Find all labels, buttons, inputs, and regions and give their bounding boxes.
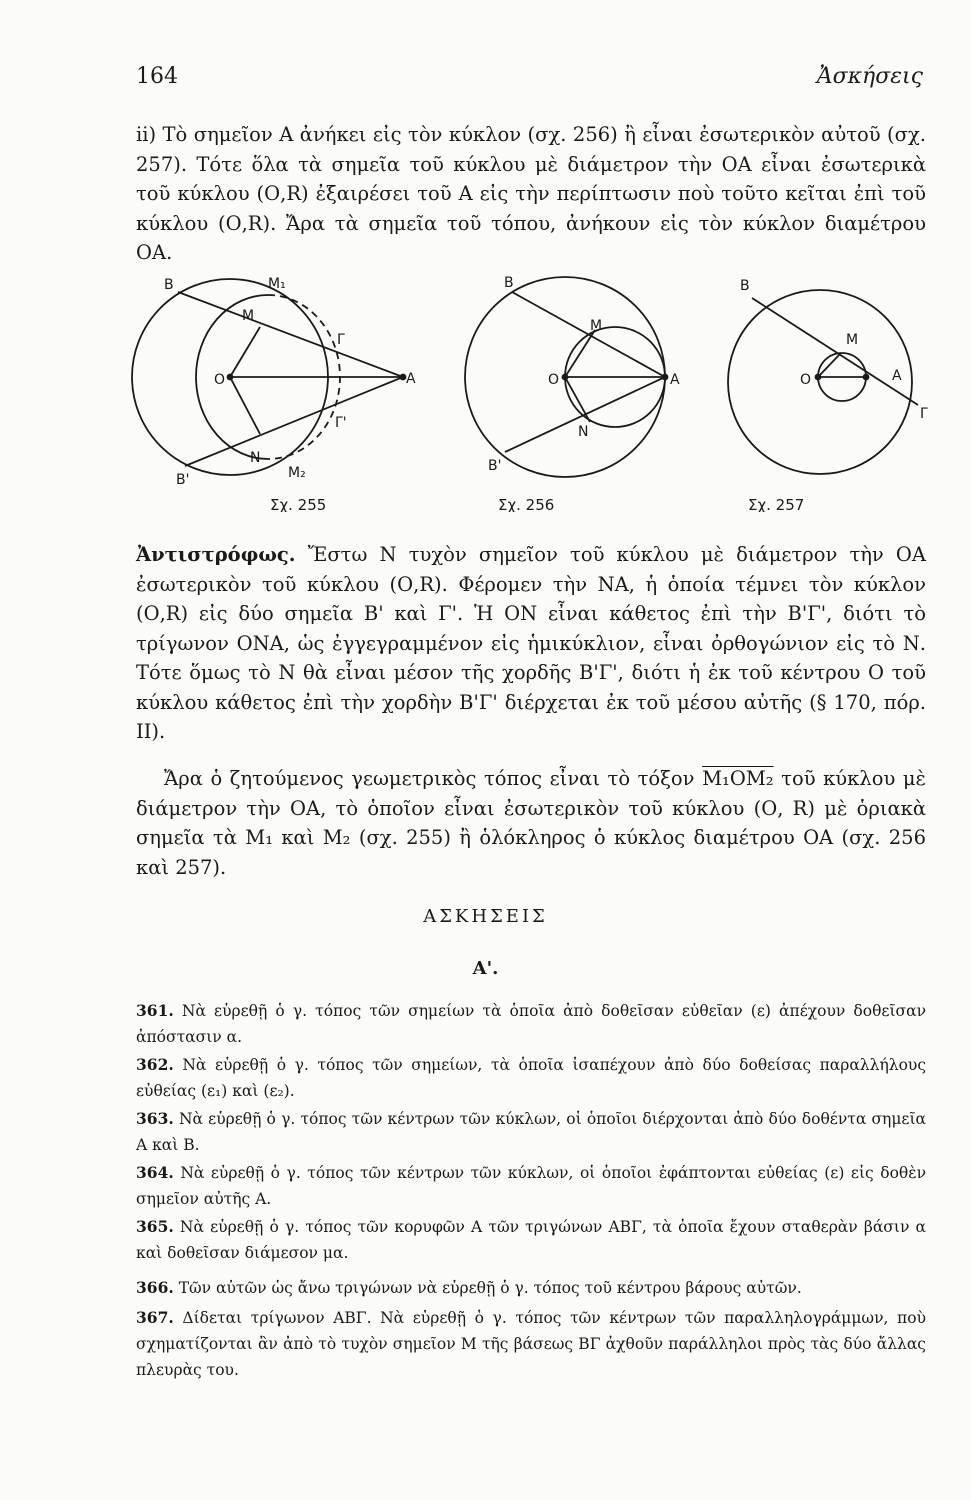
fig255-secant-B2A [185, 377, 403, 466]
fig255-segment-OM [230, 327, 260, 377]
exercise-361 [136, 998, 926, 1050]
figure-256 [465, 277, 668, 477]
exercise-number: 361. [136, 1001, 174, 1020]
figure-255 [132, 279, 406, 475]
exercises-heading: ΑΣΚΗΣΕΙΣ [423, 906, 548, 927]
exercise-number: 365. [136, 1217, 174, 1236]
fig257-point-O [816, 375, 821, 380]
exercise-text: Δίδεται τρίγωνον ΑΒΓ. Νὰ εὑρεθῇ ὁ γ. τόπος τῶν κέντρων τῶν παραλληλογράμμων, ποὺ σχηματίζονται ἂν ἀπὸ τὸ τυχὸν σημεῖον Μ τῆς βάσεως ΒΓ ἀχθοῦν παράλληλοι πρὸς τὰς δύο ἄλλας πλευρὰς του. [136, 1309, 926, 1379]
fig257-circle-O [728, 290, 912, 474]
exercise-text: Τῶν αὐτῶν ὡς ἄνω τριγώνων νὰ εὑρεθῇ ὁ γ. τόπος τοῦ κέντρου βάρους αὐτῶν. [173, 1279, 802, 1297]
exercise-number: 362. [136, 1055, 174, 1074]
fig256-label-B: B [504, 275, 514, 291]
fig257-chord-BG [752, 298, 918, 405]
exercise-number: 366. [136, 1278, 174, 1297]
fig257-label-M: M [846, 332, 859, 348]
fig255-label-G2: Γ' [335, 415, 347, 431]
exercise-text: Νὰ εὑρεθῇ ὁ γ. τόπος τῶν σημείων, τὰ ὁποῖα ἰσαπέχουν ἀπὸ δύο δοθείσας παραλλήλους εὐθείας (ε₁) καὶ (ε₂). [136, 1056, 926, 1100]
fig255-label-O: O [214, 372, 226, 388]
conclusion-arc: M₁OM₂ [702, 767, 774, 790]
exercise-number: 367. [136, 1308, 174, 1327]
fig255-label-M: M [242, 308, 255, 324]
fig255-label-N: N [250, 450, 261, 466]
figures-svg [120, 272, 940, 512]
fig257-point-A [864, 375, 869, 380]
fig256-caption: Σχ. 256 [498, 496, 555, 512]
exercise-362 [136, 1052, 926, 1104]
exercise-366 [136, 1275, 926, 1301]
exercise-number: 363. [136, 1109, 174, 1128]
fig257-label-A: A [892, 368, 902, 384]
fig257-caption: Σχ. 257 [748, 496, 805, 512]
exercise-text: Νὰ εὑρεθῇ ὁ γ. τόπος τῶν κέντρων τῶν κύκλων, οἱ ὁποῖοι ἐφάπτονται εὐθείας (ε) εἰς δοθὲν σημεῖον αὐτῆς Α. [136, 1164, 926, 1208]
exercise-364 [136, 1160, 926, 1212]
fig256-label-B2: B' [488, 458, 502, 474]
fig257-label-G: Γ [920, 406, 928, 422]
exercise-number: 364. [136, 1163, 174, 1182]
exercise-363 [136, 1106, 926, 1158]
exercise-text: Νὰ εὑρεθῇ ὁ γ. τόπος τῶν κορυφῶν Α τῶν τριγώνων ΑΒΓ, τὰ ὁποῖα ἔχουν σταθερὰν βάσιν α καὶ δοθεῖσαν διάμεσον μα. [136, 1218, 926, 1262]
converse-title: Ἀντιστρόφως. [136, 543, 296, 566]
fig256-segment-ON [565, 377, 590, 422]
fig256-label-M: M [590, 318, 603, 334]
fig257-label-O: O [800, 372, 812, 388]
exercise-365 [136, 1214, 926, 1266]
fig256-point-A [663, 375, 668, 380]
exercise-text: Νὰ εὑρεθῇ ὁ γ. τόπος τῶν κέντρων τῶν κύκλων, οἱ ὁποῖοι διέρχονται ἀπὸ δύο δοθέντα σημεῖα Α καὶ Β. [136, 1110, 926, 1154]
fig255-label-A: A [406, 371, 416, 387]
page-number: 164 [136, 64, 178, 89]
fig255-label-M2: M₂ [288, 465, 306, 481]
exercise-367 [136, 1305, 926, 1383]
conclusion-part2: τοῦ κύκλου μὲ διάμετρον τὴν ΟΑ, τὸ ὁποῖον εἶναι ἐσωτερικὸν τοῦ κύκλου (Ο, R) μὲ ὁριακὰ σημεῖα τὰ Μ₁ καὶ Μ₂ (σχ. 255) ἢ ὁλόκληρος ὁ κύκλος διαμέτρου ΟΑ (σχ. 256 καὶ 257). [136, 767, 926, 879]
paragraph-conclusion [136, 764, 926, 882]
fig255-label-M1: M₁ [268, 276, 286, 292]
fig255-point-A [401, 375, 406, 380]
fig255-segment-ON [230, 377, 260, 434]
exercises-subheading: Α'. [472, 958, 499, 979]
fig255-label-G: Γ [337, 332, 345, 348]
running-head: Ἀσκήσεις [816, 64, 923, 89]
paragraph-case-ii: ii) Τὸ σημεῖον Α ἀνήκει εἰς τὸν κύκλον (σχ. 256) ἢ εἶναι ἐσωτερικὸν αὐτοῦ (σχ. 257). Τότε ὅλα τὰ σημεῖα τοῦ κύκλου μὲ διάμετρον τὴν ΟΑ εἶναι ἐσωτερικὰ τοῦ κύκλου (Ο,R) ἐξαιρέσει τοῦ Α εἰς τὴν περίπτωσιν ποὺ τοῦτο κεῖται ἐπὶ τοῦ κύκλου (Ο,R). Ἄρα τὰ σημεῖα τοῦ τόπου, ἀνήκουν εἰς τὸν κύκλον διαμέτρου ΟΑ. [136, 123, 926, 264]
fig256-segment-OM [565, 330, 595, 377]
fig255-secant-BA [178, 292, 403, 377]
fig255-label-B2: B' [176, 472, 190, 488]
figures-row [120, 272, 940, 512]
figure-257 [728, 290, 918, 474]
fig257-label-B: B [740, 278, 750, 294]
exercise-text: Νὰ εὑρεθῇ ὁ γ. τόπος τῶν σημείων τὰ ὁποῖα ἀπὸ δοθεῖσαν εὐθεῖαν (ε) ἀπέχουν δοθεῖσαν ἀπόστασιν α. [136, 1002, 926, 1046]
fig256-label-O: O [548, 372, 560, 388]
conclusion-part1: Ἄρα ὁ ζητούμενος γεωμετρικὸς τόπος εἶναι τὸ τόξον [164, 767, 703, 790]
fig255-point-O [228, 375, 233, 380]
paragraph-converse [136, 540, 926, 747]
fig256-label-A: A [670, 372, 680, 388]
fig255-label-B: B [164, 277, 174, 293]
fig256-point-O [563, 375, 568, 380]
fig256-label-N: N [578, 424, 589, 440]
fig255-caption: Σχ. 255 [270, 496, 327, 512]
converse-text: Ἔστω Ν τυχὸν σημεῖον τοῦ κύκλου μὲ διάμετρον τὴν ΟΑ ἐσωτερικὸν τοῦ κύκλου (Ο,R). Φέρομεν τὴν ΝΑ, ἡ ὁποία τέμνει τὸν κύκλον (Ο,R) εἰς δύο σημεῖα Β' καὶ Γ'. Ἡ ΟΝ εἶναι κάθετος ἐπὶ τὴν Β'Γ', διότι τὸ τρίγωνον ΟΝΑ, ὡς ἐγγεγραμμένον εἰς ἡμικύκλιον, εἶναι ὀρθογώνιον εἰς τὸ Ν. Τότε ὅμως τὸ Ν θὰ εἶναι μέσον τῆς χορδῆς Β'Γ', διότι ἡ ἐκ τοῦ κέντρου Ο τοῦ κύκλου κάθετος ἐπὶ τὴν χορδὴν Β'Γ' διέρχεται ἐκ τοῦ μέσου αὐτῆς (§ 170, πόρ. ΙΙ). [136, 543, 926, 743]
